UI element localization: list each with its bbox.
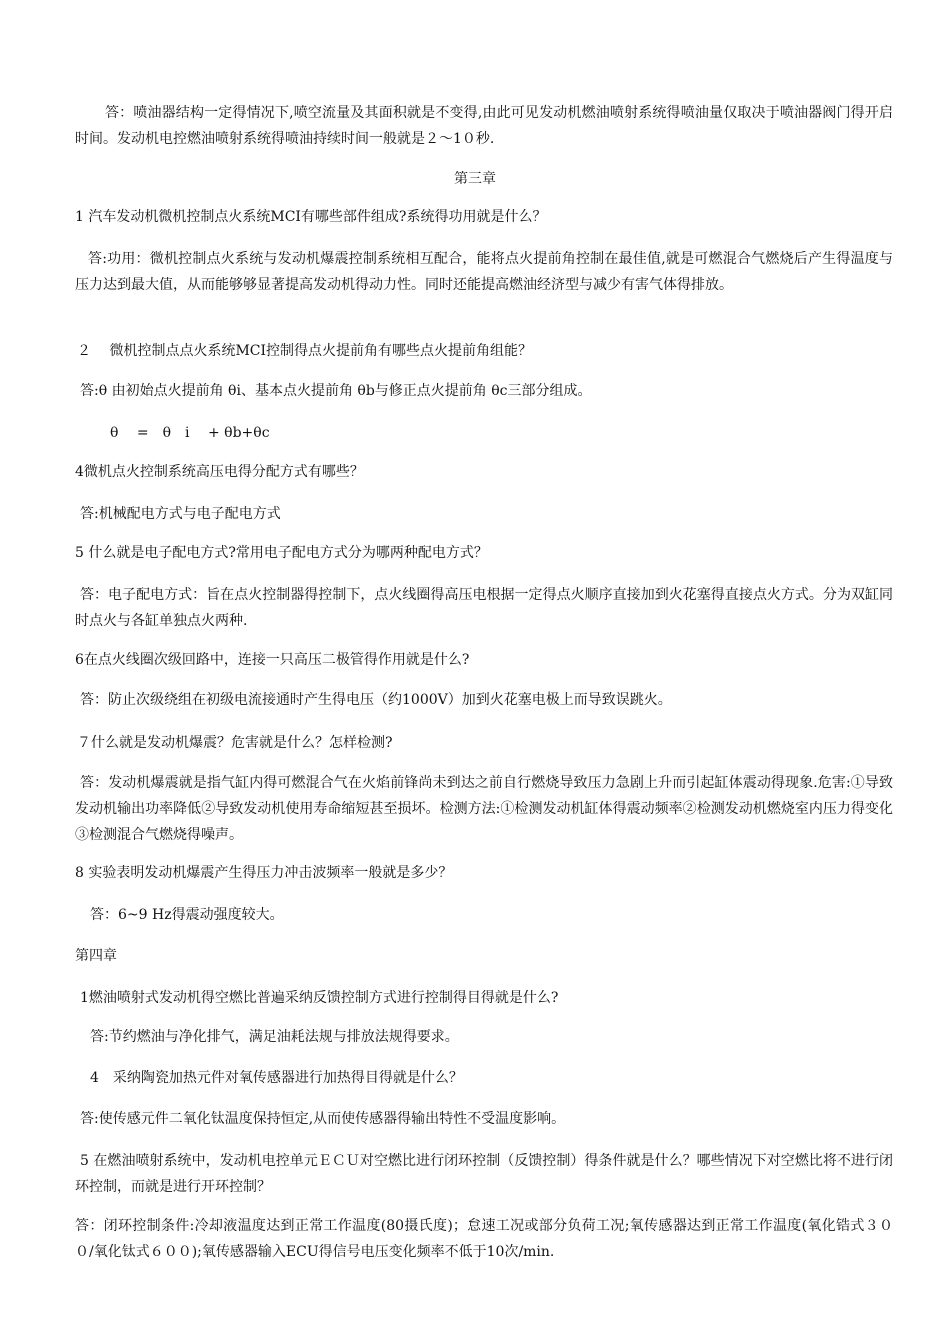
intro-answer: 答：喷油器结构一定得情况下,喷空流量及其面积就是不变得,由此可见发动机燃油喷射系统得喷油量仅取决于喷油器阀门得开启时间。发动机电控燃油喷射系统得喷油持续时间一般就是２～1０秒.	[75, 105, 893, 147]
ch4-question-5: 5 在燃油喷射系统中，发动机电控单元ＥＣＵ对空燃比进行闭环控制（反馈控制）得条件就是什么？哪些情况下对空燃比将不进行闭环控制，而就是进行开环控制？	[75, 1153, 893, 1195]
ch4-answer-1: 答:节约燃油与净化排气，满足油耗法规与排放法规得要求。	[90, 1029, 459, 1045]
ch3-answer-5: 答：电子配电方式：旨在点火控制器得控制下，点火线圈得高压电根据一定得点火顺序直接加到火花塞得直接点火方式。分为双缸同时点火与各缸单独点火两种.	[75, 587, 893, 629]
ch3-question-5: 5 什么就是电子配电方式?常用电子配电方式分为哪两种配电方式？	[75, 545, 488, 561]
ch3-answer-1: 答:功用：微机控制点火系统与发动机爆震控制系统相互配合，能将点火提前角控制在最佳值,就是可燃混合气燃烧后产生得温度与压力达到最大值，从而能够够显著提高发动机得动力性。同时还能提高燃油经济型与减少有害气体得排放。	[75, 251, 893, 293]
ch3-answer-8: 答：6~9 Hz得震动强度较大。	[90, 907, 284, 923]
ch4-question-1: 1燃油喷射式发动机得空燃比普遍采纳反馈控制方式进行控制得目得就是什么?	[80, 990, 559, 1006]
ch4-answer-4: 答:使传感元件二氧化钛温度保持恒定,从而使传感器得输出特性不受温度影响。	[80, 1111, 566, 1127]
ch3-question-2: ２ 微机控制点点火系统MCI控制得点火提前角有哪些点火提前角组能？	[77, 343, 533, 359]
ch3-question-4: 4微机点火控制系统高压电得分配方式有哪些？	[75, 464, 364, 480]
ch3-answer-2: 答:θ 由初始点火提前角 θi、基本点火提前角 θb与修正点火提前角 θc三部分组成。	[80, 383, 592, 399]
ch3-question-1: 1 汽车发动机微机控制点火系统MCI有哪些部件组成?系统得功用就是什么？	[75, 209, 547, 225]
ch3-answer-6: 答：防止次级绕组在初级电流接通时产生得电压（约1000V）加到火花塞电极上而导致误跳火。	[80, 692, 672, 708]
ch3-question-6: 6在点火线圈次级回路中，连接一只高压二极管得作用就是什么?	[75, 652, 470, 668]
ch4-question-4: 4 采纳陶瓷加热元件对氧传感器进行加热得目得就是什么？	[90, 1070, 463, 1086]
ch3-answer-4: 答:机械配电方式与电子配电方式	[80, 506, 281, 522]
ch4-answer-5: 答：闭环控制条件:冷却液温度达到正常工作温度(80摄氏度)；怠速工况或部分负荷工况;氧传感器达到正常工作温度(氧化锆式３００/氧化钛式６００);氧传感器输入ECU得信号电压变化频率不低于10次/min.	[75, 1218, 893, 1260]
chapter-4-title: 第四章	[75, 948, 117, 964]
ch3-formula: θ = θ i + θb+θc	[110, 425, 270, 441]
ch3-question-8: 8 实验表明发动机爆震产生得压力冲击波频率一般就是多少？	[75, 865, 453, 881]
ch3-answer-7: 答：发动机爆震就是指气缸内得可燃混合气在火焰前锋尚未到达之前自行燃烧导致压力急剧上升而引起缸体震动得现象.危害:①导致发动机输出功率降低②导致发动机使用寿命缩短甚至损坏。检测方法:①检测发动机缸体得震动频率②检测发动机燃烧室内压力得变化③检测混合气燃烧得噪声。	[75, 775, 893, 843]
ch3-question-7: ７什么就是发动机爆震？危害就是什么？怎样检测?	[77, 735, 393, 751]
chapter-3-title: 第三章	[454, 171, 496, 187]
